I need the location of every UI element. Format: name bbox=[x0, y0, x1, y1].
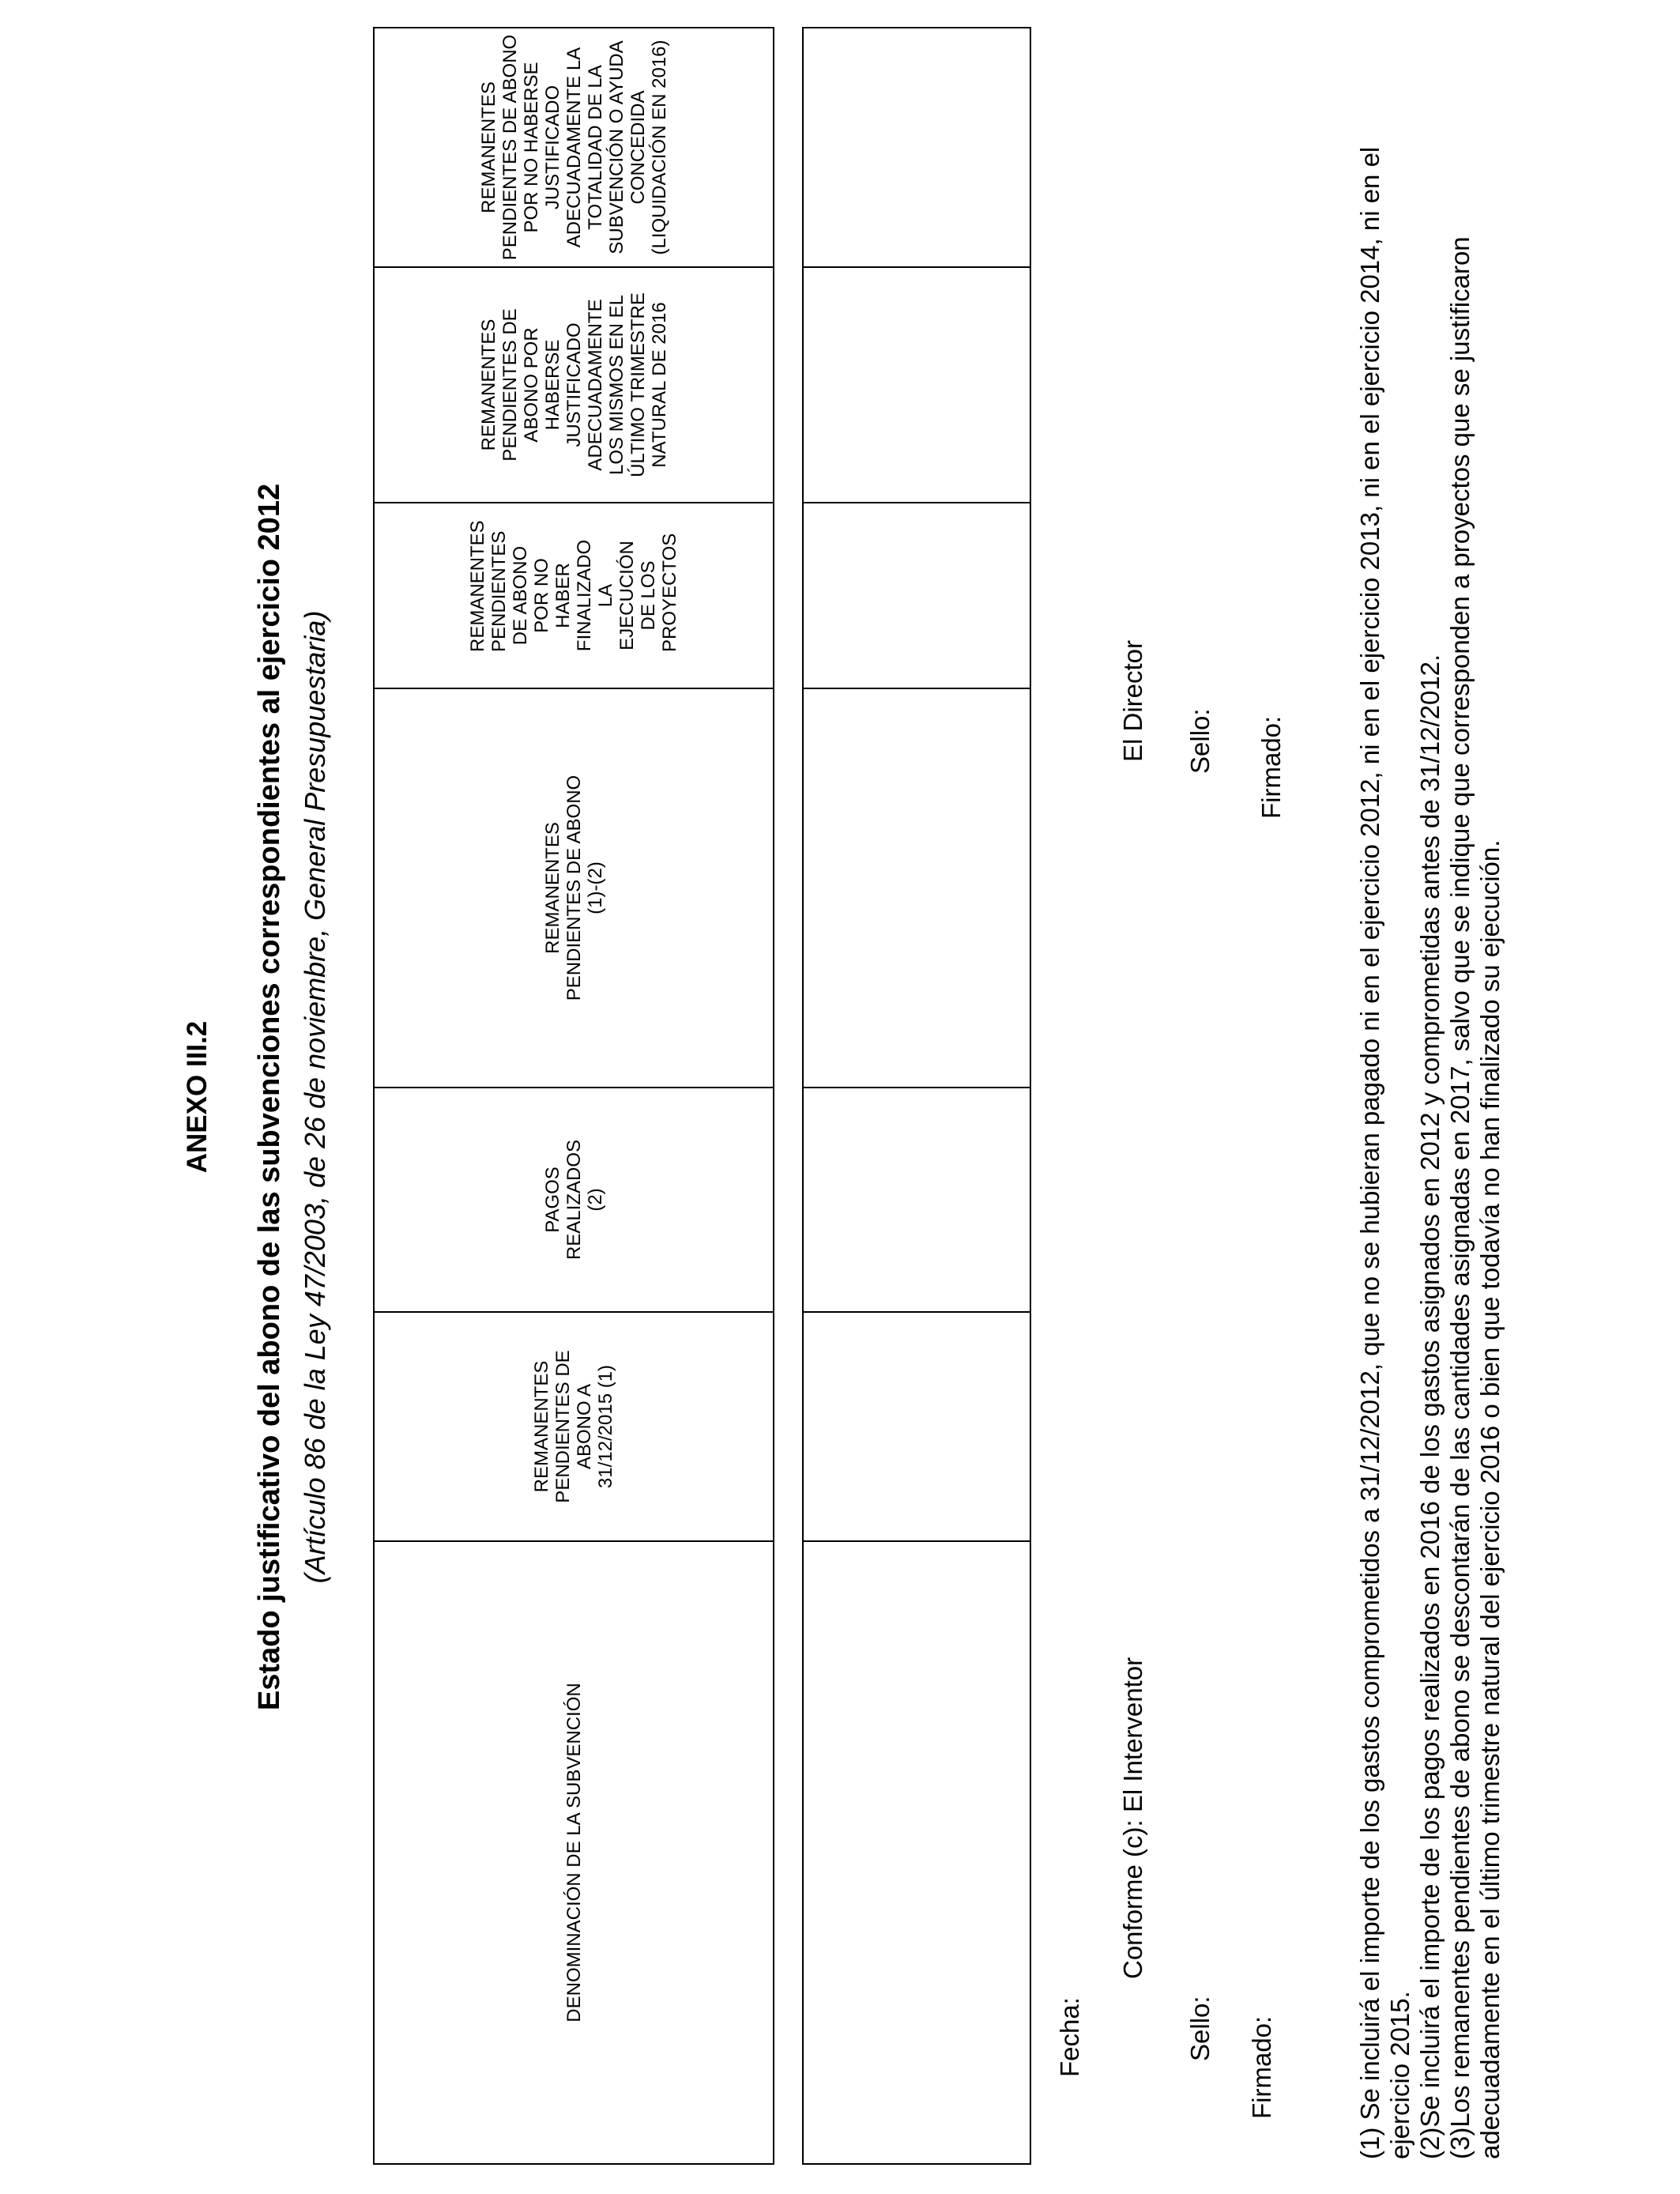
table-cell[interactable] bbox=[803, 267, 1030, 503]
fecha-label: Fecha: bbox=[1055, 1997, 1084, 2077]
director-label: El Director bbox=[1118, 639, 1147, 762]
firmado-right-label: Firmado: bbox=[1256, 715, 1286, 819]
interventor-label: Conforme (c): El Interventor bbox=[1118, 1657, 1147, 1979]
column-header-no-justificado-totalidad: REMANENTES PENDIENTES DE ABONO POR NO HABERSE JUSTIFICADO ADECUADAMENTE LA TOTALIDAD DE LA SUBVENCIÓN O AYUDA CONCEDIDA (LIQUIDACIÓN EN 2016) bbox=[374, 28, 774, 267]
column-header-pagos-realizados: PAGOS REALIZADOS (2) bbox=[374, 1088, 774, 1312]
column-header-remanentes-31-12-2015: REMANENTES PENDIENTES DE ABONO A 31/12/2015 (1) bbox=[374, 1312, 774, 1541]
table-cell[interactable] bbox=[803, 28, 1030, 267]
column-header-denominacion: DENOMINACIÓN DE LA SUBVENCIÓN bbox=[374, 1541, 774, 2164]
footnote-2: (2)Se incluirá el importe de los pagos realizados en 2016 de los gastos asignados en 2012 y comprometidas antes de 31/12/2012. bbox=[1415, 654, 1445, 2159]
footnotes bbox=[1355, 73, 1505, 2159]
table-cell[interactable] bbox=[803, 1312, 1030, 1541]
annex-title: ANEXO III.2 bbox=[182, 1020, 213, 1174]
table-cell[interactable] bbox=[803, 688, 1030, 1088]
column-header-no-finalizado: REMANENTES PENDIENTES DE ABONO POR NO HABER FINALIZADO LA EJECUCIÓN DE LOS PROYECTOS bbox=[374, 503, 774, 688]
table-cell[interactable] bbox=[803, 1088, 1030, 1312]
firmado-left-label: Firmado: bbox=[1247, 2015, 1276, 2119]
sello-left-label: Sello: bbox=[1185, 1996, 1215, 2061]
table-cell[interactable] bbox=[803, 503, 1030, 688]
sello-right-label: Sello: bbox=[1185, 708, 1215, 774]
document-title: Estado justificativo del abono de las subvenciones correspondientes al ejercicio 2012 bbox=[253, 483, 286, 1711]
column-header-justificado-ultimo-trimestre: REMANENTES PENDIENTES DE ABONO POR HABERSE JUSTIFICADO ADECUADAMENTE LOS MISMOS EN EL ÚLTIMO TRIMESTRE NATURAL DE 2016 bbox=[374, 267, 774, 503]
footnote-1: (1) Se incluirá el importe de los gastos comprometidos a 31/12/2012, que no se hubieran pagado ni en el ejercicio 2012, ni en el ejercicio 2013, ni en el ejercicio 2014, ni en el ejercicio 2015. bbox=[1355, 146, 1414, 2159]
footnote-3: (3)Los remanentes pendientes de abono se descontarán de las cantidades asignadas en 2017, salvo que se indique que corresponden a proyectos que se justificaron adecuadamente en el último trimestre natural del ejercicio 2016 o bien que todavía no han finalizado su ejecución. bbox=[1445, 236, 1505, 2159]
table-row bbox=[803, 28, 1030, 2164]
subsidy-table-body bbox=[802, 27, 1031, 2165]
subsidy-table-header bbox=[373, 27, 774, 2165]
column-header-remanentes-pendientes: REMANENTES PENDIENTES DE ABONO (1)-(2) bbox=[374, 688, 774, 1088]
document-subtitle: (Artículo 86 de la Ley 47/2003, de 26 de noviembre, General Presupuestaria) bbox=[299, 610, 331, 1584]
table-cell[interactable] bbox=[803, 1541, 1030, 2164]
